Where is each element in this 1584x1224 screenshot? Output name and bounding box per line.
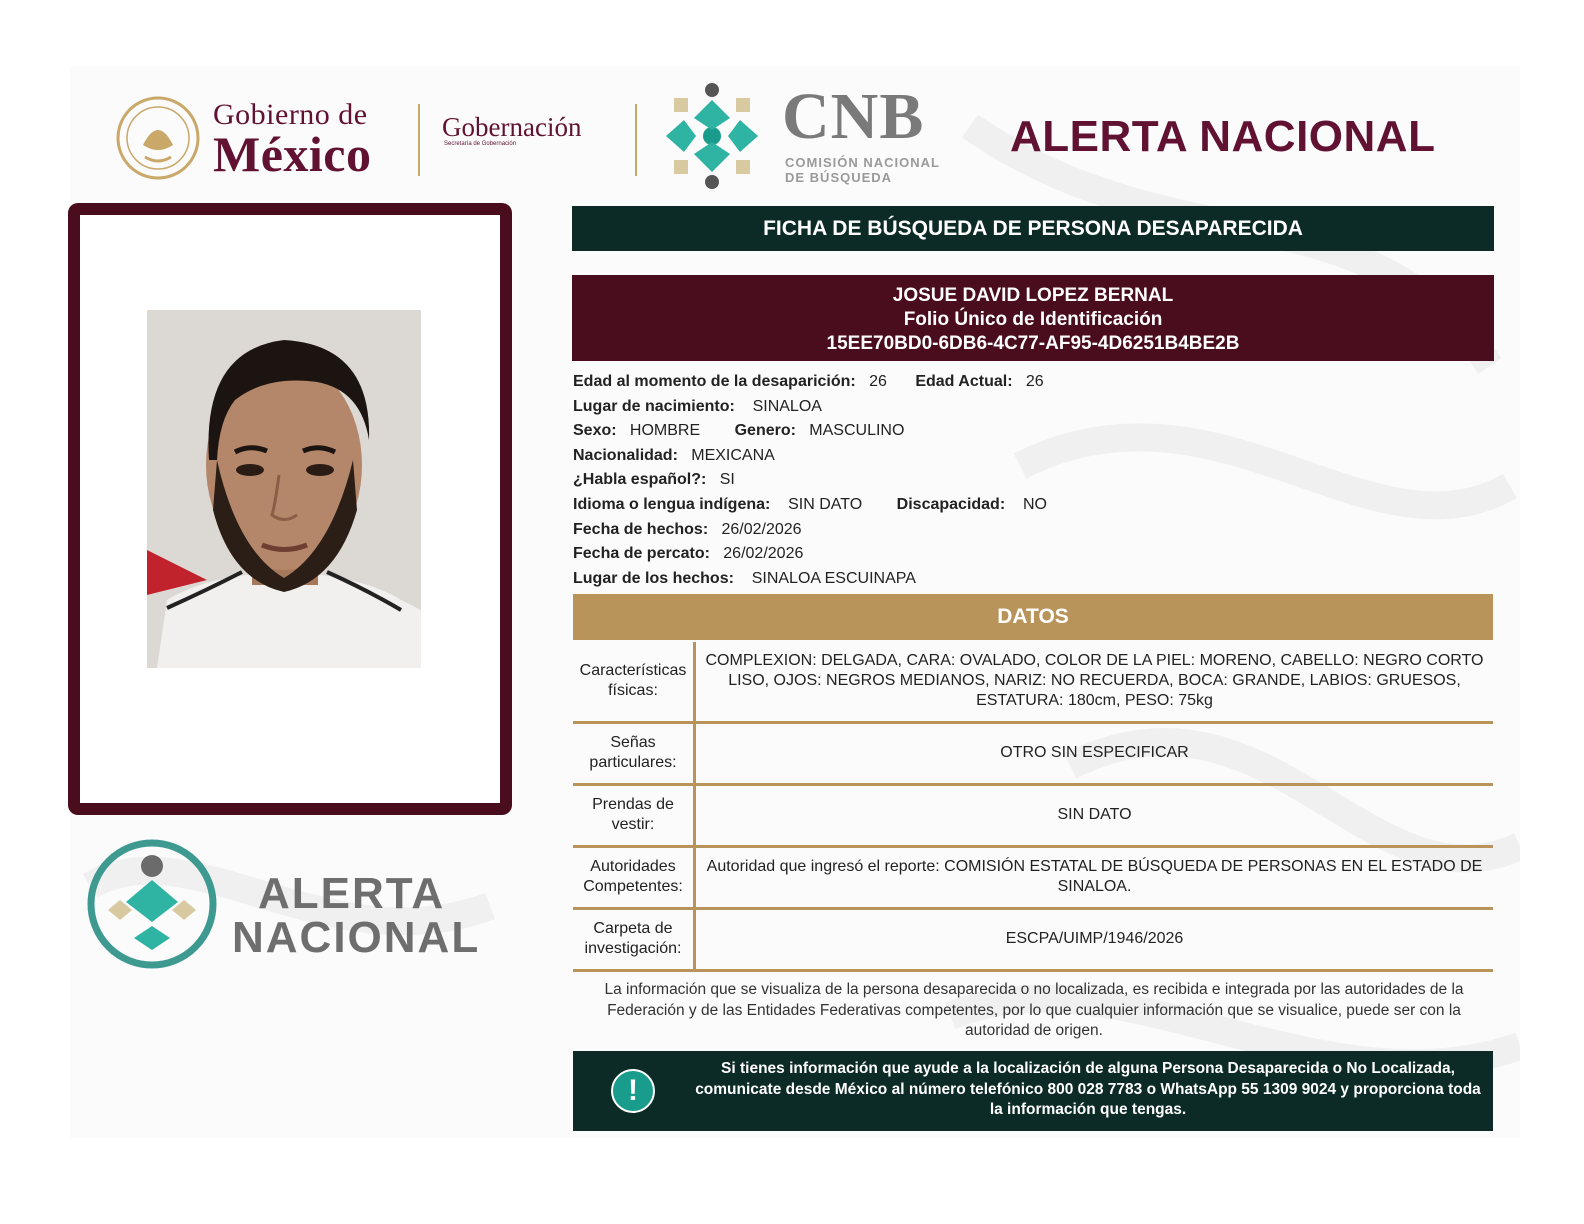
contact-notice	[573, 1051, 1493, 1131]
person-header	[572, 275, 1494, 361]
idioma-value: SIN DATO	[788, 495, 863, 513]
gobierno-de-mexico-logo	[213, 98, 372, 182]
edad-actual-label: Edad Actual:	[915, 373, 1013, 390]
lugar-nacimiento-label: Lugar de nacimiento:	[573, 397, 735, 415]
fecha-hechos-label: Fecha de hechos:	[573, 520, 709, 538]
genero-label: Genero:	[734, 422, 796, 440]
datos-header: DATOS	[573, 594, 1493, 640]
idioma-label: Idioma o lengua indígena:	[573, 495, 771, 513]
info-row-fecha-hechos	[573, 518, 1493, 543]
gobernacion-logo: Gobernación	[442, 112, 582, 142]
person-info	[573, 370, 1493, 591]
cnb-emblem-icon	[656, 80, 768, 192]
datos-value: Autoridad que ingresó el reporte: COMISIÓN ESTATAL DE BÚSQUEDA DE PERSONAS EN EL ESTADO DE SINALOA.	[706, 858, 1483, 895]
genero-value: MASCULINO	[809, 422, 905, 440]
lugar-hechos-label: Lugar de los hechos:	[573, 569, 734, 587]
info-row-nacionalidad	[573, 444, 1493, 469]
gobernacion-subtitle: Secretaría de Gobernación	[444, 141, 517, 147]
fecha-hechos-value: 26/02/2026	[721, 520, 802, 538]
disclaimer-text: La información que se visualiza de la persona desaparecida o no localizada, es recibida e integrada por las autoridades de la Federación y de las Entidades Federativas competentes, por lo que cualquier información que se visualice, puede ser con la autoridad de origen.	[604, 981, 1464, 1039]
info-row-idioma	[573, 493, 1493, 518]
datos-value: SIN DATO	[1057, 806, 1132, 823]
mexico-line: México	[213, 126, 372, 182]
info-row-edad	[573, 370, 1493, 395]
exclamation-icon: !	[611, 1069, 655, 1113]
ficha-title-bar: FICHA DE BÚSQUEDA DE PERSONA DESAPARECIDA	[572, 206, 1494, 251]
habla-espanol-value: SI	[719, 471, 735, 489]
lugar-nacimiento-value: SINALOA	[752, 397, 822, 415]
datos-key: Autoridades Competentes:	[573, 846, 695, 908]
notice-text: Si tienes información que ayude a la localización de alguna Persona Desaparecida o No Localizada, comunicate desde México al número telefónico 800 028 7783 o WhatsApp 55 1309 9024 y proporciona toda la información que tengas.	[695, 1060, 1481, 1118]
alerta-nacional-logo-text	[232, 869, 481, 962]
table-row	[573, 846, 1493, 908]
datos-value: COMPLEXION: DELGADA, CARA: OVALADO, COLOR DE LA PIEL: MORENO, CABELLO: NEGRO CORTO LISO, OJOS: NEGROS MEDIANOS, NARIZ: NO RECUERDA, BOCA: GRANDE, LABIOS: GRUESOS, ESTATURA: 180cm, PESO: 75kg	[705, 652, 1484, 710]
person-name: JOSUE DAVID LOPEZ BERNAL	[892, 285, 1174, 306]
cnb-subtitle	[785, 155, 940, 185]
datos-key: Señas particulares:	[573, 722, 695, 784]
folio-label: Folio Único de Identificación	[903, 309, 1163, 330]
cnb-logo-text: CNB	[782, 80, 925, 153]
table-row	[573, 722, 1493, 784]
mexico-seal-icon	[115, 95, 201, 181]
discapacidad-label: Discapacidad:	[896, 495, 1006, 513]
datos-key: Prendas de vestir:	[573, 784, 695, 846]
discapacidad-value: NO	[1022, 495, 1047, 513]
info-row-habla	[573, 468, 1493, 493]
edad-desaparicion-label: Edad al momento de la desaparición:	[573, 373, 856, 390]
datos-key: Carpeta de investigación:	[573, 908, 695, 970]
edad-desaparicion-value: 26	[869, 373, 887, 390]
info-row-fecha-percato	[573, 542, 1493, 567]
logo-line-nacional: NACIONAL	[232, 913, 481, 962]
sexo-value: HOMBRE	[629, 422, 701, 440]
folio-value: 15EE70BD0-6DB6-4C77-AF95-4D6251B4BE2B	[826, 333, 1240, 354]
info-row-sexo	[573, 419, 1493, 444]
fecha-percato-value: 26/02/2026	[723, 545, 804, 563]
lugar-hechos-value: SINALOA ESCUINAPA	[751, 569, 916, 587]
datos-value: OTRO SIN ESPECIFICAR	[1000, 744, 1189, 761]
person-photo	[147, 310, 421, 668]
table-row	[573, 908, 1493, 970]
table-row	[573, 784, 1493, 846]
gobierno-line: Gobierno de	[213, 98, 368, 131]
alerta-nacional-logo-icon	[86, 838, 218, 970]
header-divider	[418, 104, 420, 176]
fecha-percato-label: Fecha de percato:	[573, 545, 710, 563]
info-row-nacimiento	[573, 395, 1493, 420]
datos-table	[573, 642, 1493, 972]
sexo-label: Sexo:	[573, 422, 617, 440]
page-title: ALERTA NACIONAL	[1010, 112, 1436, 161]
header-divider	[635, 104, 637, 176]
edad-actual-value: 26	[1025, 373, 1044, 390]
cnb-subtitle-line2: DE BÚSQUEDA	[785, 170, 893, 185]
nacionalidad-label: Nacionalidad:	[573, 446, 678, 464]
datos-value: ESCPA/UIMP/1946/2026	[1005, 930, 1184, 947]
nacionalidad-value: MEXICANA	[691, 446, 775, 464]
info-row-lugar-hechos	[573, 567, 1493, 592]
habla-espanol-label: ¿Habla español?:	[573, 471, 707, 489]
table-row	[573, 642, 1493, 722]
cnb-subtitle-line1: COMISIÓN NACIONAL	[785, 155, 940, 170]
datos-key: Características físicas:	[573, 642, 695, 722]
logo-line-alerta: ALERTA	[258, 869, 446, 918]
